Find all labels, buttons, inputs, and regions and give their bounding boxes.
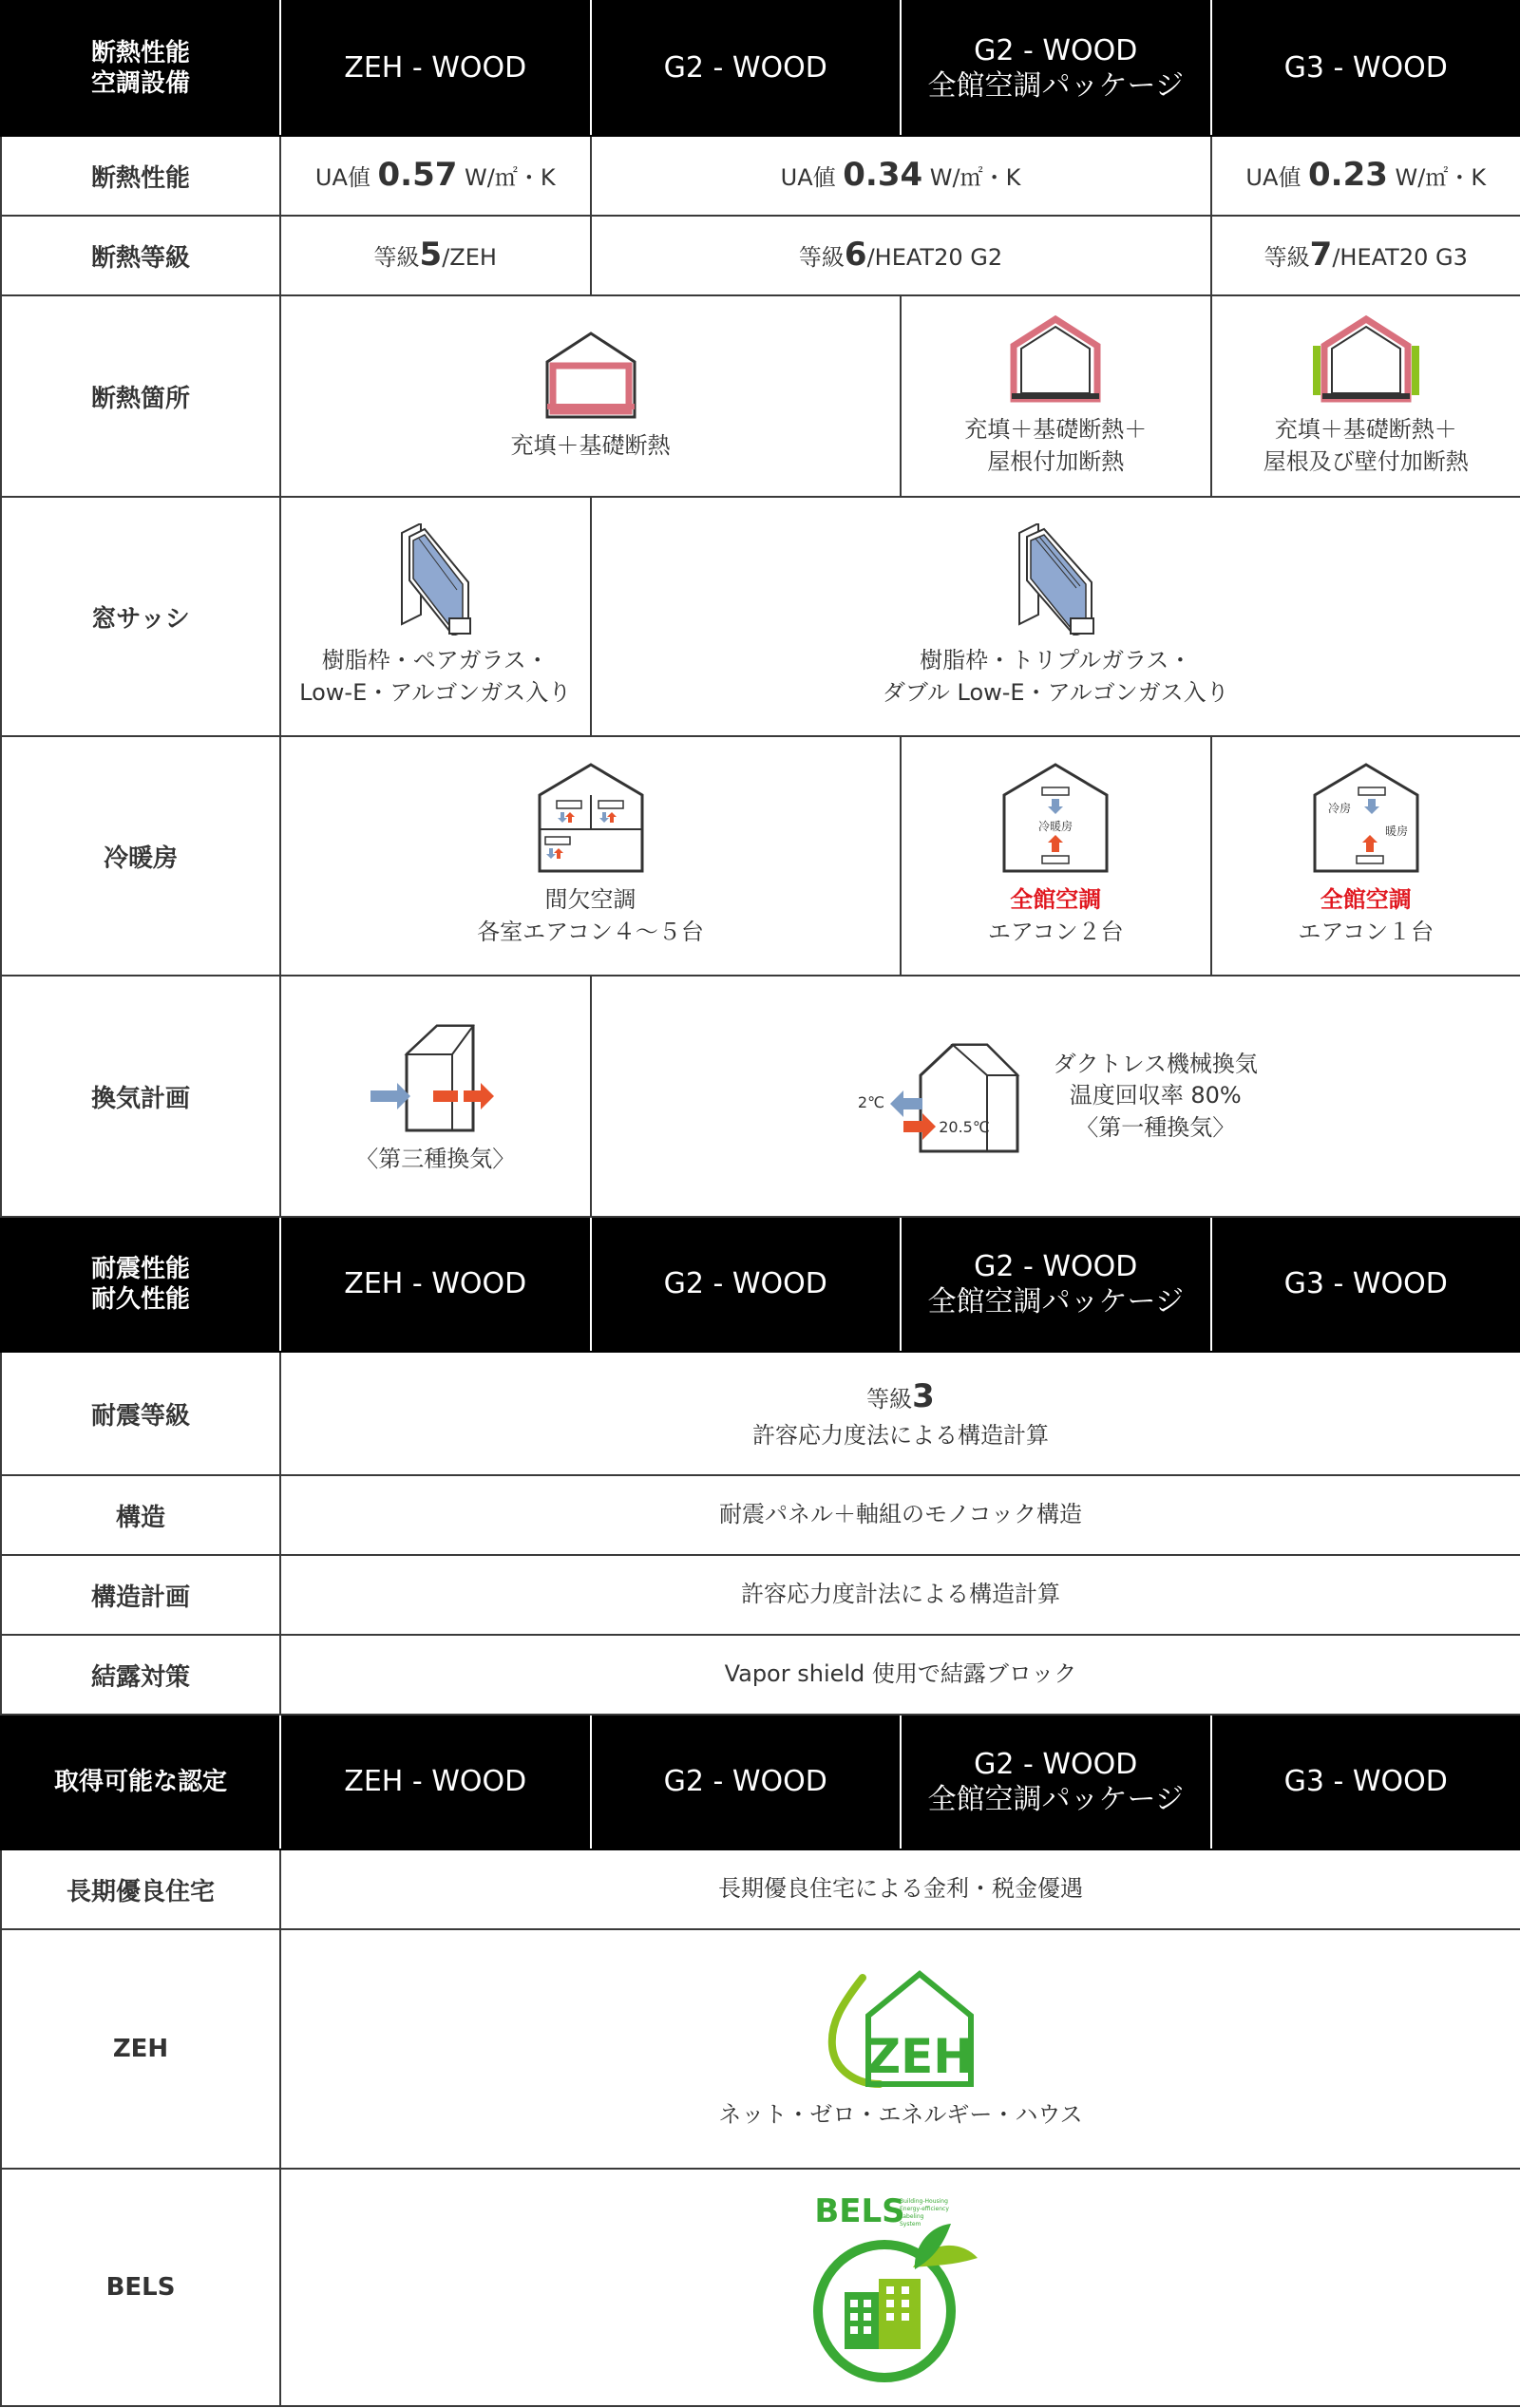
row-label: 構造: [1, 1475, 280, 1555]
col-header-g2-wood: G2 - WOOD: [591, 1, 902, 136]
row-label: 耐震等級: [1, 1352, 280, 1475]
svg-text:冷房: 冷房: [1327, 802, 1351, 816]
row-structure-plan: [1, 1555, 1520, 1635]
header-row-seismic: [1, 1217, 1520, 1352]
row-label: BELS: [1, 2169, 280, 2406]
svg-text:BELS: BELS: [814, 2192, 905, 2230]
hvac-whole-house-2: 冷暖房 全館空調 エアコン２台: [901, 736, 1211, 976]
zeh-logo-icon: [825, 1966, 977, 2090]
insulation-area-roof-wall: 充填＋基礎断熱＋ 屋根及び壁付加断熱: [1211, 295, 1520, 497]
row-label: 構造計画: [1, 1555, 280, 1635]
section-label-seismic: 耐震性能 耐久性能: [1, 1217, 280, 1352]
house-multi-aircon-icon: [536, 763, 646, 875]
row-label: 窓サッシ: [1, 497, 280, 736]
structure-plan-value: 許容応力度計法による構造計算: [280, 1555, 1520, 1635]
svg-text:System: System: [900, 2221, 922, 2228]
row-zeh: [1, 1929, 1520, 2169]
window-pair-glass: 樹脂枠・ペアガラス・ Low-E・アルゴンガス入り: [280, 497, 591, 736]
col-header-zeh-wood: ZEH - WOOD: [280, 1217, 591, 1352]
bels-cert: [280, 2169, 1520, 2406]
row-window: [1, 497, 1520, 736]
row-label: 断熱性能: [1, 136, 280, 216]
house-central-aircon-single-icon: [1311, 763, 1421, 875]
hvac-whole-house-1: 冷房 暖房 全館空調 エアコン１台: [1211, 736, 1520, 976]
svg-text:Energy-efficiency: Energy-efficiency: [900, 2206, 949, 2212]
row-insulation-performance: [1, 136, 1520, 216]
ua-value-g2: UA値 0.34 W/㎡・K: [591, 136, 1211, 216]
section-label-insulation: 断熱性能 空調設備: [1, 1, 280, 136]
house-ventilation-type3-icon: [369, 1016, 502, 1134]
house-central-aircon-icon: [1000, 763, 1111, 875]
row-label: ZEH: [1, 1929, 280, 2169]
hvac-intermittent: 間欠空調 各室エアコン４〜５台: [280, 736, 901, 976]
window-triple-glass-icon: [1010, 523, 1101, 635]
ua-value-zeh: UA値 0.57 W/㎡・K: [280, 136, 591, 216]
header-row-insulation: [1, 1, 1520, 136]
header-row-certification: [1, 1715, 1520, 1849]
grade-g3: 等級7/HEAT20 G3: [1211, 216, 1520, 295]
col-header-g2-wood-package: G2 - WOOD 全館空調パッケージ: [901, 1, 1211, 136]
condensation-value: Vapor shield 使用で結露ブロック: [280, 1635, 1520, 1715]
col-header-g2-wood: G2 - WOOD: [591, 1217, 902, 1352]
col-header-g2-wood-package: G2 - WOOD 全館空調パッケージ: [901, 1715, 1211, 1849]
grade-g2: 等級6/HEAT20 G2: [591, 216, 1211, 295]
row-bels: [1, 2169, 1520, 2406]
ua-value-g3: UA値 0.23 W/㎡・K: [1211, 136, 1520, 216]
row-label: 長期優良住宅: [1, 1849, 280, 1929]
insulation-area-basic: 充填＋基礎断熱: [280, 295, 901, 497]
house-insulation-roof-wall-icon: [1309, 313, 1423, 405]
ventilation-type1: [591, 976, 1520, 1217]
structure-value: 耐震パネル＋軸組のモノコック構造: [280, 1475, 1520, 1555]
house-insulation-roof-icon: [1008, 313, 1103, 405]
row-label: 換気計画: [1, 976, 280, 1217]
row-insulation-grade: [1, 216, 1520, 295]
row-long-term: [1, 1849, 1520, 1929]
row-ventilation: [1, 976, 1520, 1217]
house-insulation-fill-icon: [543, 330, 638, 421]
ventilation-type3: 〈第三種換気〉: [280, 976, 591, 1217]
row-structure: [1, 1475, 1520, 1555]
seismic-grade-value: 等級3 許容応力度法による構造計算: [280, 1352, 1520, 1475]
row-label: 結露対策: [1, 1635, 280, 1715]
section-label-certification: 取得可能な認定: [1, 1715, 280, 1849]
zeh-cert: ZEH ネット・ゼロ・エネルギー・ハウス: [280, 1929, 1520, 2169]
row-label: 冷暖房: [1, 736, 280, 976]
svg-text:暖房: 暖房: [1384, 825, 1408, 839]
window-triple-glass: 樹脂枠・トリプルガラス・ ダブル Low-E・アルゴンガス入り: [591, 497, 1520, 736]
row-seismic-grade: [1, 1352, 1520, 1475]
insulation-area-roof: 充填＋基礎断熱＋ 屋根付加断熱: [901, 295, 1211, 497]
svg-text:Building-Housing: Building-Housing: [900, 2198, 948, 2205]
bels-logo-icon: [801, 2188, 1000, 2387]
svg-text:ZEH: ZEH: [865, 2029, 974, 2085]
svg-text:2℃: 2℃: [857, 1093, 884, 1111]
col-header-g2-wood-package: G2 - WOOD 全館空調パッケージ: [901, 1217, 1211, 1352]
grade-zeh: 等級5/ZEH: [280, 216, 591, 295]
house-ventilation-type1-icon: [854, 1037, 1025, 1155]
col-header-zeh-wood: ZEH - WOOD: [280, 1715, 591, 1849]
col-header-g3-wood: G3 - WOOD: [1211, 1715, 1520, 1849]
row-label: 断熱等級: [1, 216, 280, 295]
row-insulation-area: [1, 295, 1520, 497]
row-hvac: [1, 736, 1520, 976]
col-header-g3-wood: G3 - WOOD: [1211, 1, 1520, 136]
ventilation-type1-text: ダクトレス機械換気 温度回収率 80% 〈第一種換気〉: [1053, 1050, 1258, 1141]
col-header-g3-wood: G3 - WOOD: [1211, 1217, 1520, 1352]
window-pair-glass-icon: [392, 523, 478, 635]
svg-text:20.5℃: 20.5℃: [938, 1118, 990, 1136]
svg-text:冷暖房: 冷暖房: [1038, 820, 1074, 834]
svg-text:Labeling: Labeling: [900, 2213, 924, 2220]
col-header-zeh-wood: ZEH - WOOD: [280, 1, 591, 136]
row-condensation: [1, 1635, 1520, 1715]
long-term-value: 長期優良住宅による金利・税金優遇: [280, 1849, 1520, 1929]
col-header-g2-wood: G2 - WOOD: [591, 1715, 902, 1849]
row-label: 断熱箇所: [1, 295, 280, 497]
